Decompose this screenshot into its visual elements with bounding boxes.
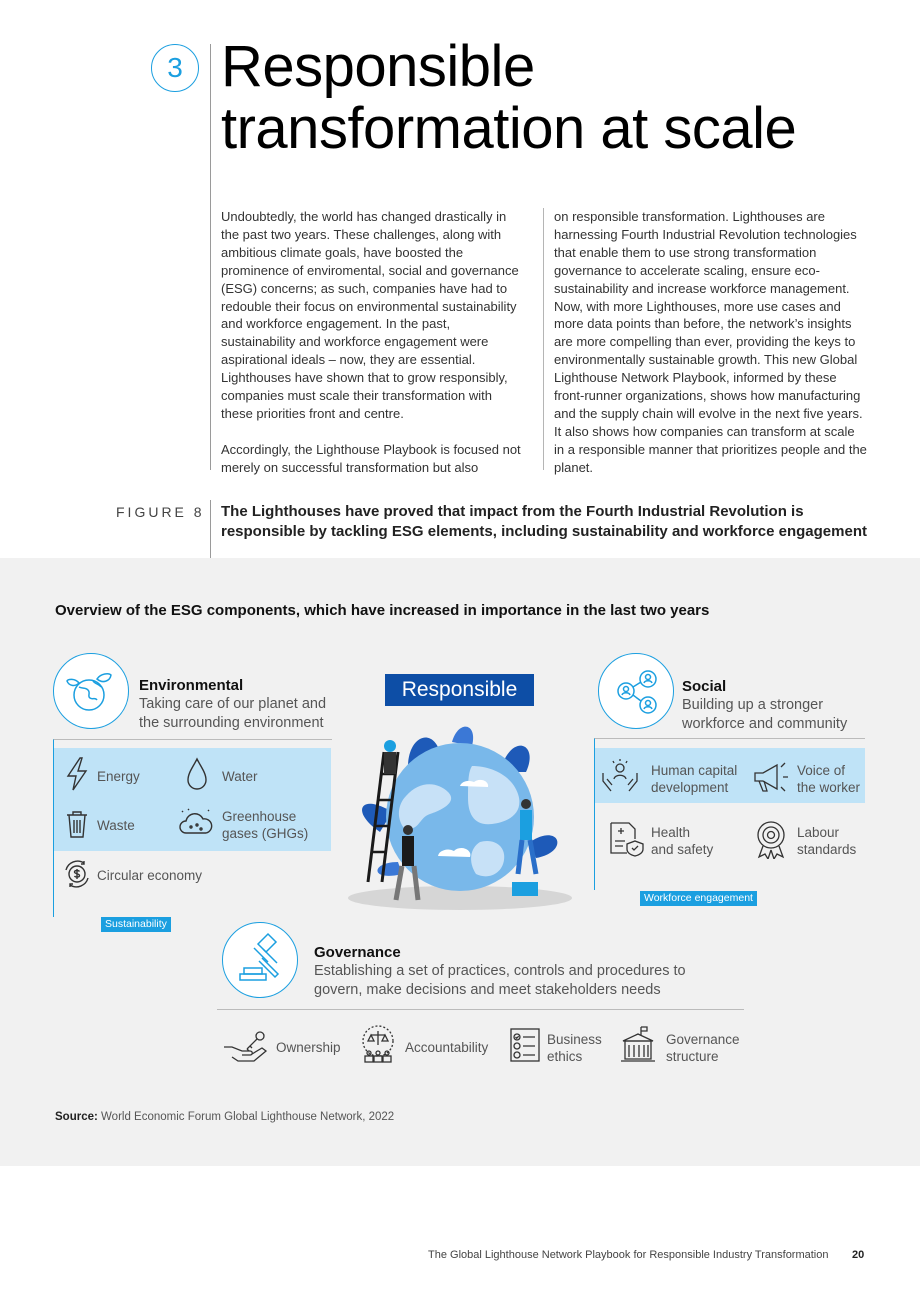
social-network-icon <box>598 653 674 729</box>
governance-title: Governance <box>314 944 401 961</box>
governance-structure-building-icon <box>618 1024 658 1064</box>
governance-description: Establishing a set of practices, controls and procedures to govern, make decisions and meet stakeholders needs <box>314 963 686 998</box>
margin-rule-figure <box>210 500 211 558</box>
body-column-right <box>554 208 867 494</box>
accountability-scale-icon <box>358 1024 398 1066</box>
labour-standards-label: Labour standards <box>797 825 857 857</box>
human-capital-label: Human capital development <box>651 763 738 795</box>
body-paragraph: on responsible transformation. Lighthouses are harnessing Fourth Industrial Revolution technologies that enable them to use strong transformation governance to accelerate scaling, ensure eco-sustainability and increase workforce management. Now, with more Lighthouses, more use cases and more data points than before, the network’s insights are more compelling than ever, providing the keys to environmentally sustainable growth. This new Global Lighthouse Network Playbook, informed by these front-runner organizations, shows how manufacturing and the supply chain will evolve in the next five years. It also shows how companies can transform at scale in a responsible manner that prioritizes people and the planet. <box>554 209 867 475</box>
body-paragraph: Accordingly, the Lighthouse Playbook is focused not merely on successful transformation but also <box>221 441 521 475</box>
greenhouse-gas-cloud-icon <box>178 806 214 838</box>
environmental-globe-icon <box>53 653 129 729</box>
body-paragraph: Undoubtedly, the world has changed drastically in the past two years. These challenges, along with ambitious climate goals, have boosted the prominence of enviromental, social and governance (ESG) concerns; as such, companies have had to redouble their focus on environmental sustainability and workforce engagement. In the past, sustainability and workforce engagement were aspirational ideals – now, they are essential. Lighthouses have shown that to grow responsibly, companies must scale their transformation with these priorities front and centre. <box>221 209 519 421</box>
human-capital-icon <box>600 756 640 796</box>
column-divider <box>543 208 544 470</box>
governance-divider <box>217 1009 744 1010</box>
chapter-number-badge: 3 <box>151 44 199 92</box>
environmental-description: Taking care of our planet and the surrounding environment <box>139 696 327 731</box>
megaphone-icon <box>750 758 790 796</box>
energy-icon <box>63 756 91 792</box>
accountability-label: Accountability <box>405 1040 489 1055</box>
figure-label: FIGURE 8 <box>116 504 205 520</box>
energy-label: Energy <box>97 769 140 784</box>
figure-overview-heading: Overview of the ESG components, which have increased in importance in the last two years <box>55 602 710 619</box>
margin-rule-top <box>210 44 211 470</box>
governance-structure-label: Governance structure <box>666 1032 740 1064</box>
responsible-label: Responsible <box>385 674 534 706</box>
water-label: Water <box>222 769 258 784</box>
social-title: Social <box>682 678 727 695</box>
page-number: 20 <box>852 1249 865 1261</box>
footer-publication-title: The Global Lighthouse Network Playbook for Responsible Industry Transformation <box>428 1249 829 1261</box>
environmental-title: Environmental <box>139 677 244 694</box>
circular-economy-label: Circular economy <box>97 868 203 883</box>
workforce-engagement-tag: Workforce engagement <box>640 891 757 906</box>
waste-bin-icon <box>64 808 90 840</box>
water-drop-icon <box>184 756 210 792</box>
labour-standards-badge-icon <box>752 818 790 860</box>
sustainability-tag: Sustainability <box>101 917 171 932</box>
voice-of-worker-label: Voice of the worker <box>797 763 861 795</box>
social-description: Building up a stronger workforce and community <box>682 697 848 732</box>
ownership-label: Ownership <box>276 1040 341 1055</box>
source-note: Source: World Economic Forum Global Lighthouse Network, 2022 <box>55 1111 395 1123</box>
body-column-left <box>221 208 523 494</box>
business-ethics-label: Business ethics <box>547 1032 602 1064</box>
health-safety-icon <box>606 818 646 858</box>
globe-illustration <box>340 712 580 912</box>
business-ethics-checklist-icon <box>508 1026 542 1064</box>
health-safety-label: Health and safety <box>651 825 714 857</box>
page-title: Responsible transformation at scale <box>221 34 797 161</box>
governance-gavel-icon <box>222 922 298 998</box>
circular-economy-icon <box>61 858 93 890</box>
ghg-label: Greenhouse gases (GHGs) <box>222 809 309 841</box>
figure-title: The Lighthouses have proved that impact from the Fourth Industrial Revolution is responsible by tackling ESG elements, including sustainability and workforce engagement <box>221 503 867 540</box>
ownership-hand-key-icon <box>221 1028 269 1064</box>
waste-label: Waste <box>97 818 135 833</box>
